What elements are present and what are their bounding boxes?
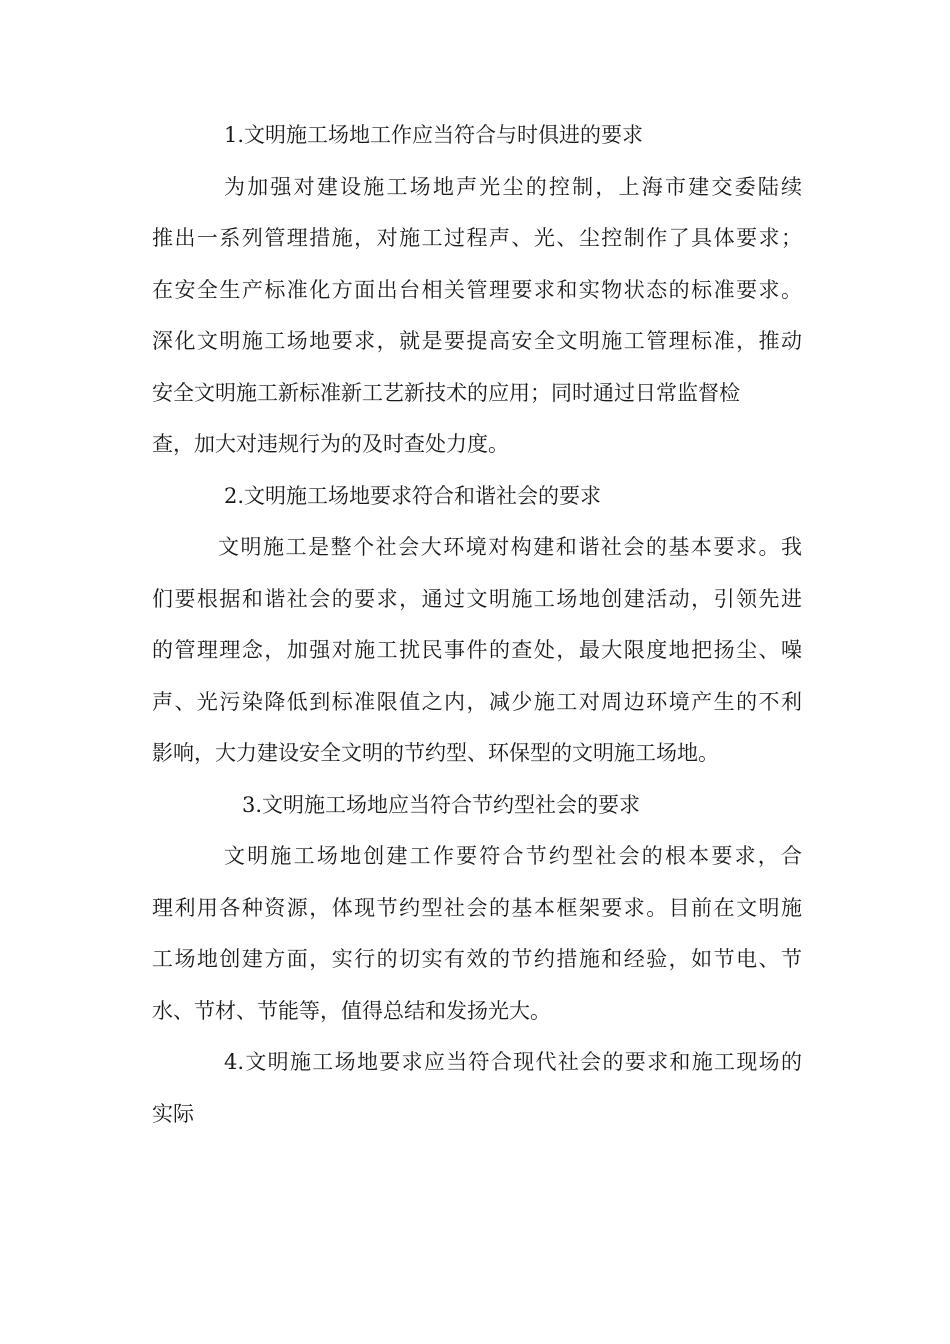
text-line: 工场地创建方面，实行的切实有效的节约措施和经验，如节电、节 [152, 947, 802, 971]
text-line: 们要根据和谐社会的要求，通过文明施工场地创建活动，引领先进 [152, 586, 802, 611]
text-line: 3.文明施工场地应当符合节约型社会的要求 [242, 792, 641, 817]
text-line: 查，加大对违规行为的及时查处力度。 [152, 432, 509, 456]
text-line: 文明施工场地创建工作要符合节约型社会的根本要求，合 [224, 844, 802, 868]
text-line: 文明施工是整个社会大环境对构建和谐社会的基本要求。我 [218, 535, 802, 559]
text-line: 影响，大力建设安全文明的节约型、环保型的文明施工场地。 [152, 741, 719, 765]
text-line: 声、光污染降低到标准限值之内，减少施工对周边环境产生的不利 [152, 689, 802, 714]
text-line: 的管理理念，加强对施工扰民事件的查处，最大限度地把扬尘、噪 [152, 638, 802, 662]
text-line: 实际 [152, 1101, 194, 1126]
text-line: 2.文明施工场地要求符合和谐社会的要求 [224, 483, 602, 508]
text-line: 推出一系列管理措施，对施工过程声、光、尘控制作了具体要求； [152, 226, 802, 250]
text-line: 为加强对建设施工场地声光尘的控制，上海市建交委陆续 [224, 174, 802, 199]
document-body [152, 110, 802, 1140]
text-line: 安全文明施工新标准新工艺新技术的应用；同时通过日常监督检 [152, 380, 740, 405]
text-line: 在安全生产标准化方面出台相关管理要求和实物状态的标准要求。 [152, 277, 802, 302]
text-line: 水、节材、节能等，值得总结和发扬光大。 [152, 998, 551, 1023]
text-line: 1.文明施工场地工作应当符合与时俱进的要求 [224, 123, 644, 147]
text-line: 深化文明施工场地要求，就是要提高安全文明施工管理标准，推动 [152, 329, 802, 353]
text-line: 理利用各种资源，体现节约型社会的基本框架要求。目前在文明施 [152, 895, 802, 920]
text-line: 4.文明施工场地要求应当符合现代社会的要求和施工现场的 [224, 1050, 802, 1074]
